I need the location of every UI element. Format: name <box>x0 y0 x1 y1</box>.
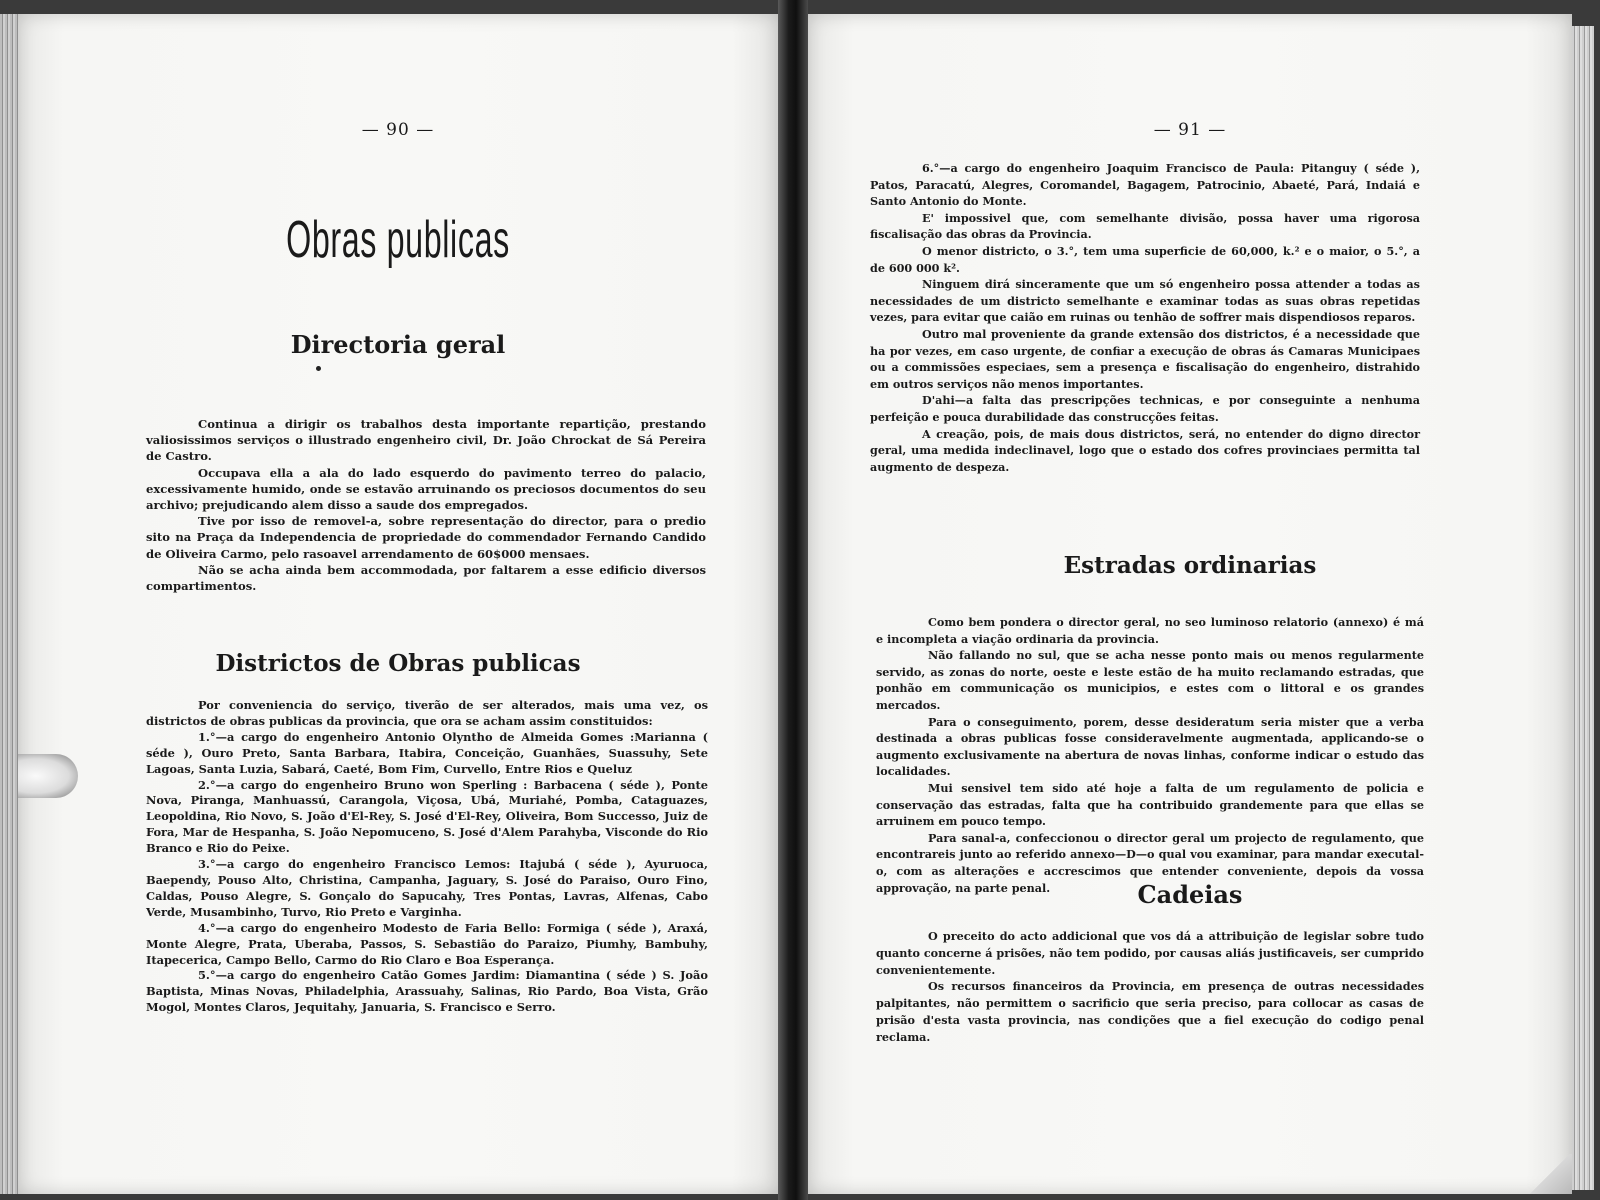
heading-directoria-geral: Directoria geral <box>290 330 506 359</box>
bleed-through-shadow <box>168 604 177 637</box>
paragraph: Continua a dirigir os trabalhos desta importante repartição, prestando valiosissimos serviços o illustrado engenheiro civil, Dr. João Chrockat de Sá Pereira de Castro. <box>146 417 706 464</box>
heading-cadeias: Cadeias <box>1137 880 1243 909</box>
paragraph: Não fallando no sul, que se acha nesse ponto mais ou menos regularmente servido, as zonas do norte, oeste e leste estão de ha muito reclamando estradas, que ponhão em communicação os municipios, e estes com o littoral e os grandes mercados. <box>876 648 1424 712</box>
left-page <box>18 14 778 1194</box>
districts-continued-text <box>870 160 1420 475</box>
heading-districtos: Districtos de Obras publicas <box>215 650 581 677</box>
book-gutter <box>778 0 808 1200</box>
page-corner-fold <box>1528 1154 1572 1194</box>
district-entry: 2.°—a cargo do engenheiro Bruno won Sperling : Barbacena ( séde ), Ponte Nova, Piranga, Manhuassú, Carangola, Viçosa, Ubá, Muriahé, Pomba, Cataguazes, Leopoldina, Rio Novo, S. João d'El-Rey, S. José d'El-Rey, Oliveira, Bom Successo, Juiz de Fora, Mar de Hespanha, S. João Nepomuceno, S. José d'Alem Parahyba, Visconde do Rio Branco e Rio do Peixe. <box>146 777 708 856</box>
paragraph: O menor districto, o 3.°, tem uma superficie de 60,000, k.² e o maior, o 5.°, a de 600 000 k². <box>870 243 1420 275</box>
paragraph: Não se acha ainda bem accommodada, por faltarem a esse edificio diversos compartimentos. <box>146 562 706 594</box>
paragraph: E' impossivel que, com semelhante divisão, possa haver uma rigorosa fiscalisação das obras da Provincia. <box>870 210 1420 242</box>
heading-estradas-ordinarias: Estradas ordinarias <box>1063 552 1317 579</box>
paragraph: Para sanal-a, confeccionou o director geral um projecto de regulamento, que encontrareis junto ao referido annexo—D—o qual vou examinar, para mandar executal-o, com as alterações e accrescimos que entender conveniente, depois da vossa approvação, na parte penal. <box>876 830 1424 895</box>
paragraph: Para o conseguimento, porem, desse desideratum seria mister que a verba destinada a obras publicas fosse consideravelmente augmentada, applicando-se o augmento exclusivamente na abertura de novas linhas, conforme indicar o estudo das localidades. <box>876 714 1424 779</box>
district-entry: 3.°—a cargo do engenheiro Francisco Lemos: Itajubá ( séde ), Ayuruoca, Baependy, Pouso Alto, Christina, Campanha, Jaguary, S. José do Paraiso, Ouro Fino, Caldas, Pouso Alegre, S. Gonçalo do Sapucahy, Tres Pontas, Lavras, Alfenas, Cabo Verde, Musambinho, Turvo, Rio Preto e Varginha. <box>146 857 708 919</box>
left-page-edges <box>0 14 18 1194</box>
paragraph: Como bem pondera o director geral, no seo luminoso relatorio (annexo) é má e incompleta a viação ordinaria da provincia. <box>876 615 1424 646</box>
district-entry: 6.°—a cargo do engenheiro Joaquim Francisco de Paula: Pitanguy ( séde ), Patos, Paracatú, Alegres, Coromandel, Bagagem, Patrocinio, Abaeté, Pará, Indaiá e Santo Antonio do Monte. <box>870 161 1420 209</box>
district-entry: 5.°—a cargo do engenheiro Catão Gomes Jardim: Diamantina ( séde ) S. João Baptista, Minas Novas, Philadelphia, Arassuahy, Salinas, Rio Pardo, Boa Vista, Grão Mogol, Montes Claros, Jequitahy, Januaria, S. Francisco e Serro. <box>146 968 708 1015</box>
paragraph: D'ahi—a falta das prescripções technicas, e por conseguinte a nenhuma perfeição e pouca durabilidade das construcções feitas. <box>870 393 1420 424</box>
paper-clip-tab <box>18 754 78 798</box>
paragraph: Outro mal proveniente da grande extensão dos districtos, é a necessidade que ha por vezes, em caso urgente, de confiar a execução de obras ás Camaras Municipaes ou a commissões especiaes, sem a presença e fiscalisação do engenheiro, distrahido em outros serviços não menos importantes. <box>870 326 1420 391</box>
districtos-text <box>146 698 708 1016</box>
section-title: Obras publicas <box>286 211 510 269</box>
paragraph: Os recursos financeiros da Provincia, em presença de outras necessidades palpitantes, não permittem o sacrificio que seria preciso, para collocar as casas de prisão d'esta vasta provincia, nas condições que a fiel execução do codigo penal reclama. <box>876 979 1424 1044</box>
paragraph: O preceito do acto addicional que vos dá a attribuição de legislar sobre tudo quanto concerne á prisões, não tem podido, por causas aliás justificaveis, ser cumprido convenientemente. <box>876 929 1424 977</box>
district-entry: 4.°—a cargo do engenheiro Modesto de Faria Bello: Formiga ( séde ), Araxá, Monte Alegre, Prata, Uberaba, Passos, S. Sebastião do Paraizo, Piumhy, Bambuhy, Itapecerica, Campo Bello, Carmo do Rio Claro e Boa Esperança. <box>146 920 708 967</box>
paragraph: Por conveniencia do serviço, tiverão de ser alterados, mais uma vez, os districtos de obras publicas da provincia, que ora se acham assim constituidos: <box>146 698 708 728</box>
paragraph: Mui sensivel tem sido até hoje a falta de um regulamento de policia e conservação das estradas, falta que ha contribuido grandemente para que ellas se arruinem em pouco tempo. <box>876 780 1424 829</box>
estradas-text <box>876 614 1424 896</box>
ink-dot <box>316 366 321 371</box>
paragraph: A creação, pois, de mais dous districtos, será, no entender do digno director geral, uma medida indeclinavel, logo que o estado dos cofres provinciaes permitta tal augmento de despeza. <box>870 426 1420 474</box>
cadeias-text <box>876 928 1424 1046</box>
right-page <box>808 14 1572 1194</box>
district-entry: 1.°—a cargo do engenheiro Antonio Olyntho de Almeida Gomes :Marianna ( séde ), Ouro Preto, Santa Barbara, Itabira, Conceição, Guanhães, Suassuhy, Sete Lagoas, Santa Luzia, Sabará, Caeté, Bom Fim, Curvello, Entre Rios e Queluz <box>146 729 708 776</box>
directoria-text <box>146 416 706 594</box>
paragraph: Ninguem dirá sinceramente que um só engenheiro possa attender a todas as necessidades de um districto semelhante e examinar todas as suas obras repetidas vezes, para evitar que caião em ruinas ou tenhão de soffrer mais dispendiosos reparos. <box>870 277 1420 325</box>
paragraph: Tive por isso de removel-a, sobre representação do director, para o predio sito na Praça da Independencia de propriedade do commendador Fernando Candido de Oliveira Carmo, pelo rasoavel arrendamento de 60$000 mensaes. <box>146 514 706 561</box>
right-page-edges <box>1572 26 1594 1190</box>
paragraph: Occupava ella a ala do lado esquerdo do pavimento terreo do palacio, excessivamente humido, onde se estavão arruinando os preciosos documentos do seu archivo; prejudicando alem disso a saude dos empregados. <box>146 465 706 513</box>
page-number-left: — 90 — <box>361 120 435 140</box>
page-number-right: — 91 — <box>1153 120 1227 140</box>
